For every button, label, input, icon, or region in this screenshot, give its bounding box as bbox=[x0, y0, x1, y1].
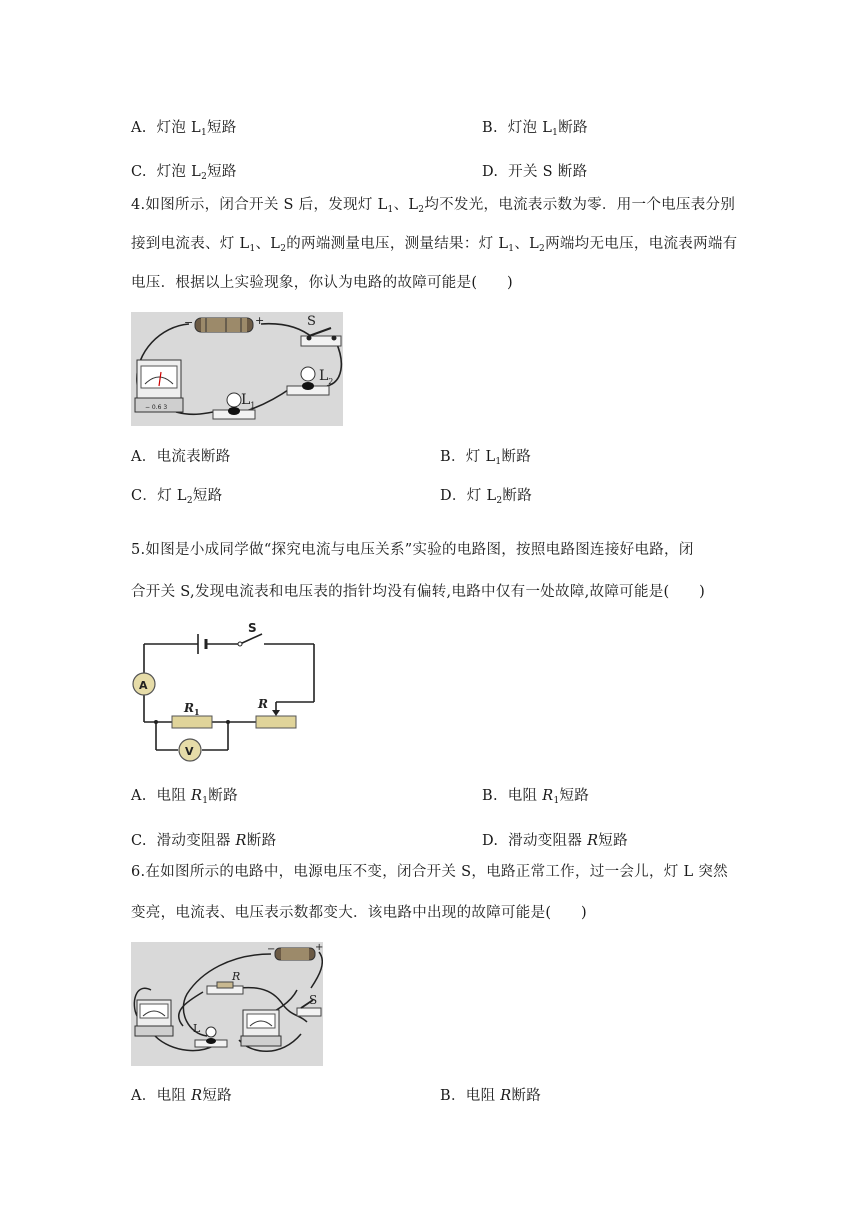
q4-option-b: B．灯 $L_1$断路 bbox=[440, 449, 532, 467]
battery-plus-label: + bbox=[255, 314, 265, 327]
q5-circuit-diagram bbox=[128, 620, 328, 770]
voltmeter-label: V bbox=[185, 745, 194, 758]
q3-option-c: C. 灯泡 $L_2$短路 bbox=[131, 164, 237, 182]
q5-option-d: D. 滑动变阻器 R短路 bbox=[482, 833, 628, 849]
q4-stem-line2: 接到电流表、灯 $L_1$、$L_2$的两端测量电压，测量结果：灯 $L_1$、$L_2$两端均无电压，电流表两端有 bbox=[131, 236, 738, 254]
resistor-icon bbox=[207, 982, 243, 994]
rheostat-r bbox=[256, 716, 296, 728]
battery-plus-label: + bbox=[315, 942, 323, 953]
battery-minus-label: − bbox=[267, 944, 276, 955]
q5-option-b: B. 电阻 $R_1$短路 bbox=[482, 788, 590, 806]
lamp-label: L bbox=[193, 1022, 201, 1035]
q5-stem-line1: 5.如图是小成同学做“探究电流与电压关系”实验的电路图，按照电路图连接好电路，闭 bbox=[131, 542, 694, 558]
switch-label: S bbox=[307, 314, 316, 329]
battery-minus-label: − bbox=[184, 316, 194, 329]
resistor-r1 bbox=[172, 716, 212, 728]
q4-option-d: D．灯 $L_2$断路 bbox=[440, 488, 533, 506]
battery-symbol bbox=[198, 634, 206, 654]
q4-option-a: A．电流表断路 bbox=[131, 449, 231, 465]
q6-stem-line2: 变亮，电流表、电压表示数都变大．该电路中出现的故障可能是( ) bbox=[131, 905, 587, 921]
q4-circuit-photo bbox=[131, 312, 343, 426]
q3-option-b: B. 灯泡 $L_1$断路 bbox=[482, 120, 588, 138]
switch-label: S bbox=[248, 621, 257, 635]
slider-arrow-icon bbox=[272, 710, 280, 716]
switch-pivot bbox=[238, 642, 242, 646]
meter-icon bbox=[135, 1000, 173, 1036]
ammeter-label: A bbox=[139, 679, 148, 692]
q4-option-c: C．灯 $L_2$短路 bbox=[131, 488, 223, 506]
q3-option-a: A. 灯泡 $L_1$短路 bbox=[131, 120, 237, 138]
q6-stem-line1: 6.在如图所示的电路中，电源电压不变，闭合开关 S，电路正常工作，过一会儿，灯 L 突然 bbox=[131, 864, 728, 880]
r1-label: $R_1$ bbox=[184, 701, 200, 717]
q4-stem-line3: 电压．根据以上实验现象，你认为电路的故障可能是( ) bbox=[131, 275, 513, 291]
lamp1-label: $L_1$ bbox=[241, 392, 256, 410]
switch-icon bbox=[301, 328, 341, 346]
q5-option-a: A. 电阻 $R_1$断路 bbox=[131, 788, 238, 806]
q6-circuit-photo bbox=[131, 942, 323, 1066]
q3-option-d: D. 开关 S 断路 bbox=[482, 164, 588, 180]
q5-stem-line2: 合开关 S,发现电流表和电压表的指针均没有偏转,电路中仅有一处故障,故障可能是( ) bbox=[131, 584, 706, 600]
ammeter-scale-label: − 0.6 3 bbox=[145, 404, 168, 411]
battery-icon bbox=[195, 318, 253, 332]
q6-option-a: A．电阻 R短路 bbox=[131, 1088, 232, 1104]
q6-option-b: B．电阻 R断路 bbox=[440, 1088, 542, 1104]
lamp2-label: $L_2$ bbox=[319, 368, 334, 386]
switch-label: S bbox=[309, 993, 318, 1007]
q5-option-c: C. 滑动变阻器 R断路 bbox=[131, 833, 277, 849]
rheostat-label: R bbox=[258, 697, 268, 711]
q4-stem-line1: 4.如图所示，闭合开关 S 后，发现灯 $L_1$、$L_2$均不发光，电流表示数为零．用一个电压表分别 bbox=[131, 197, 736, 215]
battery-icon bbox=[275, 948, 315, 960]
meter-icon bbox=[241, 1010, 281, 1046]
resistor-label: R bbox=[232, 970, 241, 983]
